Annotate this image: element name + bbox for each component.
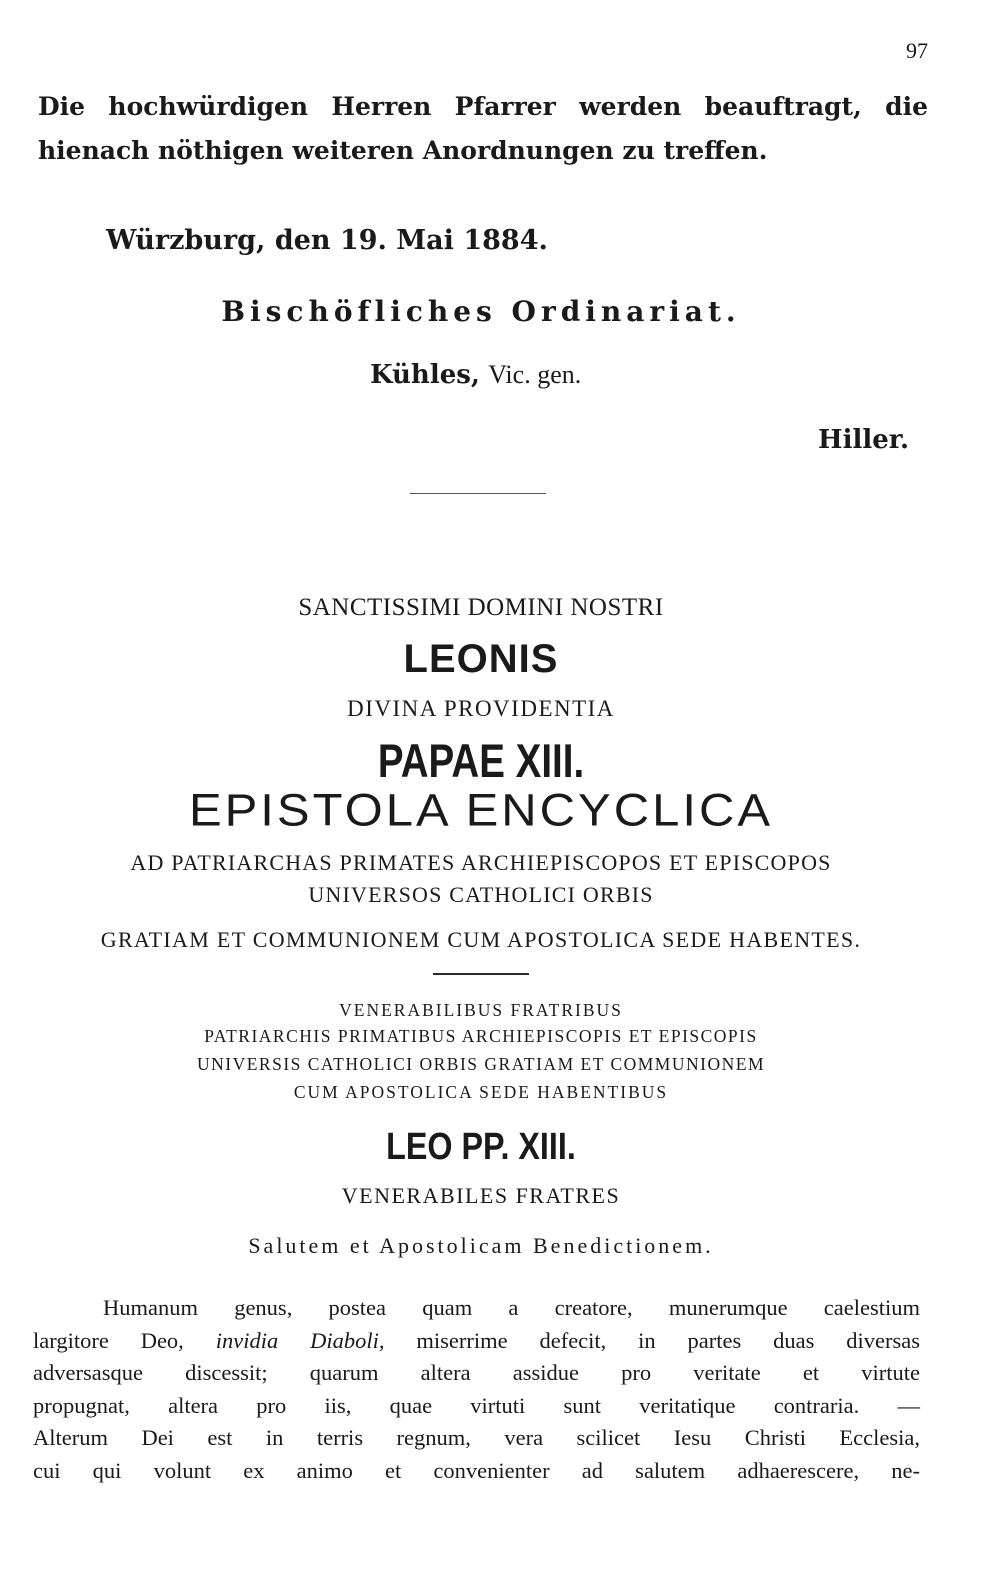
salutation-line-3: UNIVERSIS CATHOLICI ORBIS GRATIAM ET COMMUNIONEM (196, 1054, 765, 1074)
heading-line-1: SANCTISSIMI DOMINI NOSTRI (298, 594, 664, 621)
body-text-segment: largitore Deo, (33, 1327, 184, 1353)
body-line (33, 1325, 920, 1358)
salutation-line-2: PATRIARCHIS PRIMATIBUS ARCHIEPISCOPIS ET EPISCOPIS (204, 1026, 758, 1046)
body-line: cui qui volunt ex animo et convenienter ad salutem adhaerescere, ne- (33, 1457, 920, 1483)
heading-line-7: UNIVERSOS CATHOLICI ORBIS (308, 882, 654, 907)
heading-line-3: DIVINA PROVIDENTIA (347, 696, 615, 721)
page-number: 97 (906, 38, 928, 63)
issuing-office: Bischöfliches Ordinariat. (221, 295, 741, 328)
notice-paragraph: Die hochwürdigen Herren Pfarrer werden beauftragt, die hienach nöthigen weiteren Anordnungen zu treffen. (38, 92, 928, 165)
body-line: adversasque discessit; quarum altera assidue pro veritate et virtute (33, 1360, 920, 1385)
section-divider-top (410, 493, 546, 494)
signature-vicar-general (370, 360, 581, 390)
body-paragraph (33, 1292, 920, 1487)
body-line: Humanum genus, postea quam a creatore, munerumque caelestium (103, 1295, 920, 1320)
body-line: propugnat, altera pro iis, quae virtuti sunt veritatique contraria. — (33, 1392, 920, 1418)
signer-name: Kühles, (370, 360, 480, 390)
salutation-line-1: VENERABILIBUS FRATRIBUS (339, 1000, 623, 1020)
heading-papae: PAPAE XIII. (377, 734, 585, 787)
heading-epistola: EPISTOLA ENCYCLICA (188, 785, 774, 836)
heading-line-6: AD PATRIARCHAS PRIMATES ARCHIEPISCOPOS ET EPISCOPOS (130, 850, 832, 875)
heading-line-8: GRATIAM ET COMMUNIONEM CUM APOSTOLICA SEDE HABENTES. (100, 927, 862, 952)
salutation-line-4: CUM APOSTOLICA SEDE HABENTIBUS (293, 1082, 669, 1102)
body-text-segment: miserrime defecit, in partes duas diversas (416, 1327, 921, 1353)
body-italic-segment: invidia Diaboli, (215, 1327, 385, 1353)
heading-leonis: LEONIS (403, 637, 559, 681)
signer-title: Vic. gen. (488, 360, 582, 389)
address-line: VENERABILES FRATRES (341, 1183, 621, 1208)
dateline: Würzburg, den 19. Mai 1884. (106, 225, 548, 256)
section-divider-middle (433, 973, 529, 975)
greeting-line: Salutem et Apostolicam Benedictionem. (248, 1233, 714, 1258)
pope-name: LEO PP. XIII. (386, 1126, 576, 1168)
body-line: Alterum Dei est in terris regnum, vera scilicet Iesu Christi Ecclesia, (33, 1425, 920, 1450)
signature-secretary: Hiller. (818, 425, 910, 455)
